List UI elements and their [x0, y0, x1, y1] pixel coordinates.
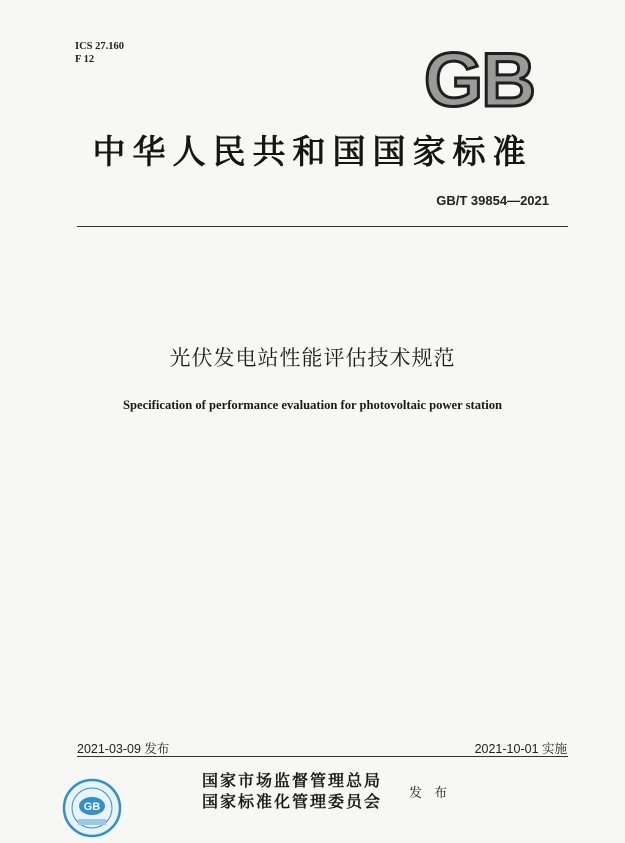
issuing-authorities [202, 770, 382, 812]
ccs-code: F 12 [75, 54, 95, 65]
issuer-line-2: 国家标准化管理委员会 [202, 792, 383, 811]
gb-logo [415, 46, 543, 112]
svg-text:GB: GB [83, 801, 101, 813]
standard-title: 中华人民共和国国家标准 [92, 132, 533, 171]
implement-date: 2021-10-01 实施 [474, 742, 567, 756]
issue-date: 2021-03-09 发布 [77, 742, 170, 756]
standard-number: GB/T 39854—2021 [436, 193, 549, 208]
svg-text:GB: GB [424, 46, 534, 112]
document-title-en: Specification of performance evaluation for photovoltaic power station [122, 398, 503, 412]
bottom-divider [77, 756, 568, 757]
ics-code: ICS 27.160 [75, 41, 125, 52]
official-seal-icon [62, 778, 122, 838]
publish-label: 发 布 [409, 786, 452, 801]
issuer-line-1: 国家市场监督管理总局 [202, 771, 383, 790]
document-title-cn: 光伏发电站性能评估技术规范 [169, 346, 456, 370]
classification-codes [75, 40, 124, 66]
top-divider [77, 226, 568, 227]
